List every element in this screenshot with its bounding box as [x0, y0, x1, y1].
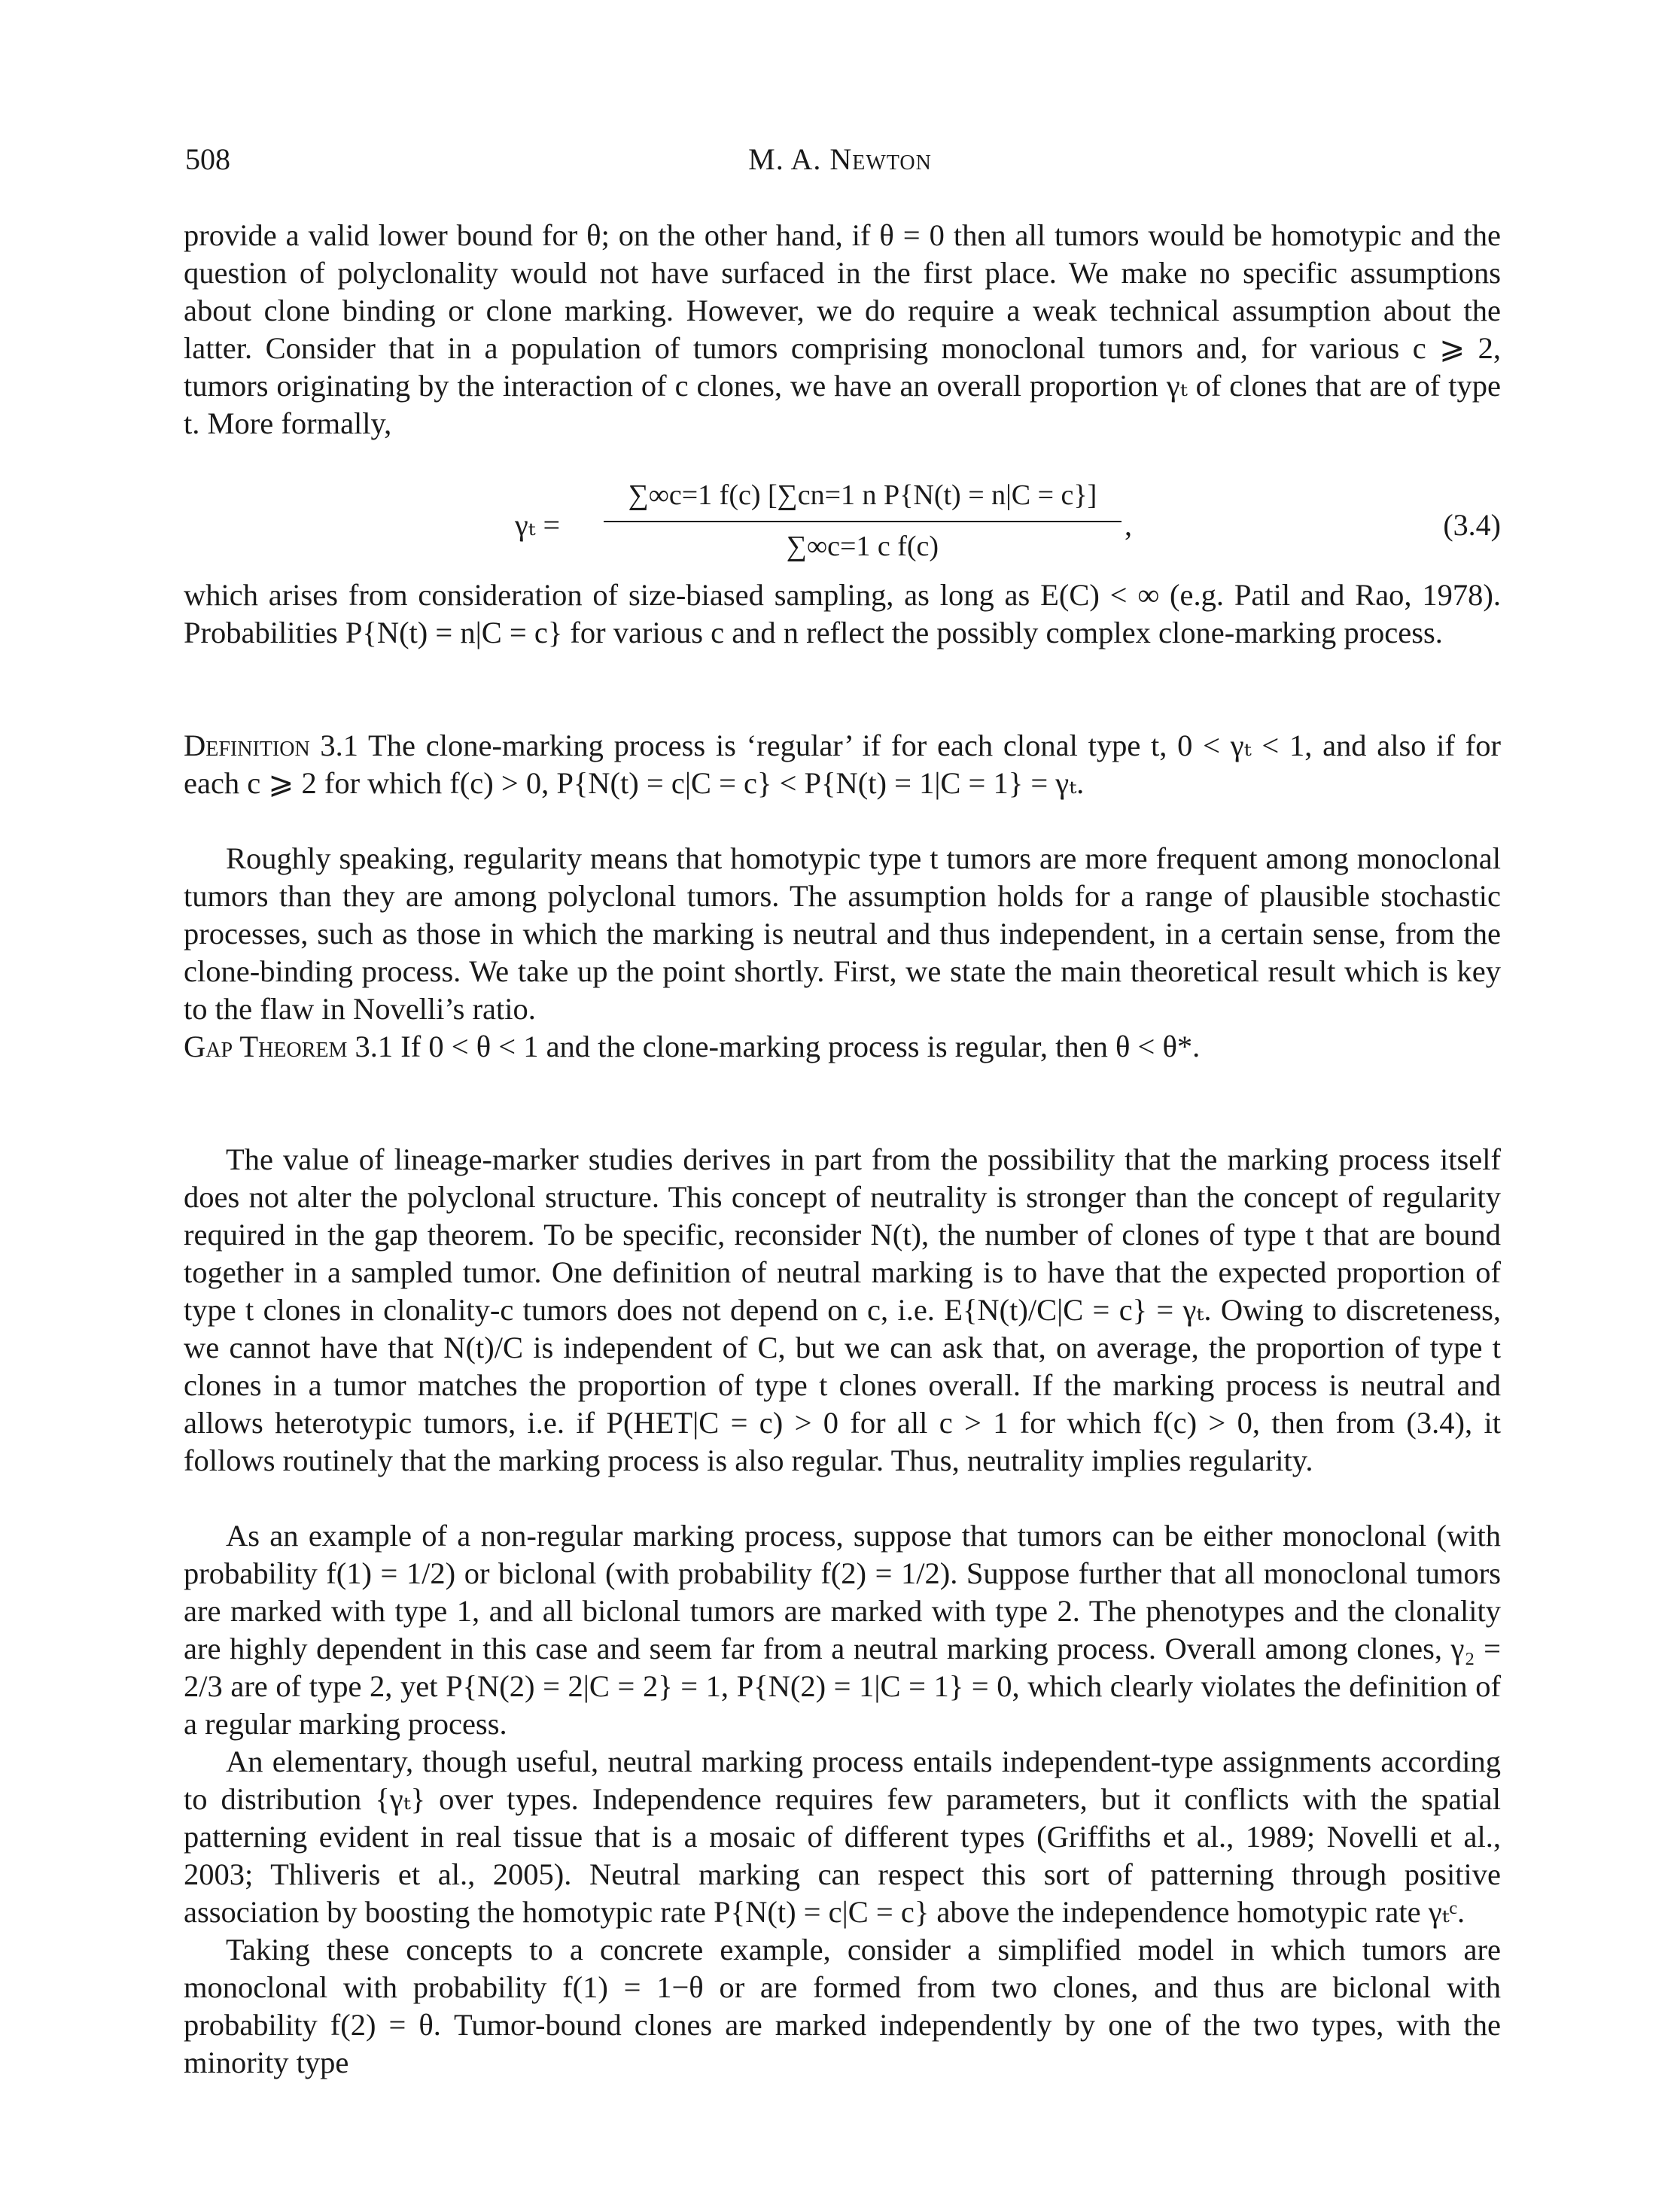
- paragraph-1: provide a valid lower bound for θ; on the other hand, if θ = 0 then all tumors would be homotypic and the question of polyclonality would not have surfaced in the first place. We make no specific assumptions about clone binding or clone marking. However, we do require a weak technical assumption about the latter. Consider that in a population of tumors comprising monoclonal tumors and, for various c ⩾ 2, tumors originating by the interaction of c clones, we have an overall proportion γₜ of clones that are of type t. More formally,: [184, 218, 1501, 440]
- definition-label: Definition 3.1: [184, 728, 359, 762]
- paragraph-5: As an example of a non-regular marking process, suppose that tumors can be either monoclonal (with probability f(1) = 1/2) or biclonal (with probability f(2) = 1/2). Suppose further that all monoclonal tumors are marked with type 1, and all biclonal tumors are marked with type 2. The phenotypes and the clonality are highly dependent in this case and seem far from a neutral marking process. Overall among clones, γ₂ = 2/3 are of type 2, yet P{N(2) = 2|C = 2} = 1, P{N(2) = 1|C = 1} = 0, which clearly violates the definition of a regular marking process.: [184, 1519, 1501, 1741]
- paragraph-4: The value of lineage-marker studies derives in part from the possibility that the marking process itself does not alter the polyclonal structure. This concept of neutrality is stronger than the concept of regularity required in the gap theorem. To be specific, reconsider N(t), the number of clones of type t that are bound together in a sampled tumor. One definition of neutral marking is to have that the expected proportion of type t clones in clonality-c tumors does not depend on c, i.e. E{N(t)/C|C = c} = γₜ. Owing to discreteness, we cannot have that N(t)/C is independent of C, but we can ask that, on average, the proportion of type t clones in a tumor matches the proportion of type t clones overall. If the marking process is neutral and allows heterotypic tumors, i.e. if P(HET|C = c) > 0 for all c > 1 for which f(c) > 0, then from (3.4), it follows routinely that the marking process is also regular. Thus, neutrality implies regularity.: [184, 1142, 1501, 1477]
- paragraph-6: An elementary, though useful, neutral marking process entails independent-type assignments according to distribution {γₜ} over types. Independence requires few parameters, but it conflicts with the spatial patterning evident in real tissue that is a mosaic of different types (Griffiths et al., 1989; Novelli et al., 2003; Thliveris et al., 2005). Neutral marking can respect this sort of patterning through positive association by boosting the homotypic rate P{N(t) = c|C = c} above the independence homotypic rate γₜᶜ.: [184, 1744, 1501, 1929]
- paragraph-3: Roughly speaking, regularity means that homotypic type t tumors are more frequent among monoclonal tumors than they are among polyclonal tumors. The assumption holds for a range of plausible stochastic processes, such as those in which the marking is neutral and thus independent, in a certain sense, from the clone-binding process. We take up the point shortly. First, we state the main theoretical result which is key to the flaw in Novelli’s ratio.: [184, 841, 1501, 1026]
- equation-3-4: [184, 474, 1501, 579]
- equation-label: (3.4): [1443, 508, 1501, 542]
- definition-text: The clone-marking process is ‘regular’ if for each clonal type t, 0 < γₜ < 1, and also if for each c ⩾ 2 for which f(c) > 0, P{N(t) = c|C = c} < P{N(t) = 1|C = 1} = γₜ.: [184, 728, 1501, 800]
- equation-lhs: γₜ =: [515, 508, 561, 542]
- equation-denominator: ∑∞c=1 c f(c): [786, 531, 939, 562]
- theorem-text: If 0 < θ < 1 and the clone-marking process is regular, then θ < θ*.: [400, 1030, 1201, 1063]
- paragraph-2: which arises from consideration of size-biased sampling, as long as E(C) < ∞ (e.g. Patil and Rao, 1978). Probabilities P{N(t) = n|C = c} for various c and n reflect the possibly complex clone-marking process.: [184, 578, 1501, 649]
- running-title: M. A. Newton: [748, 142, 932, 176]
- equation-numerator: ∑∞c=1 f(c) [∑cn=1 n P{N(t) = n|C = c}]: [628, 479, 1097, 511]
- gap-theorem-3-1: [184, 1028, 1501, 1066]
- page-number: 508: [185, 142, 230, 176]
- definition-3-1: [184, 727, 1501, 802]
- theorem-label: Gap Theorem 3.1: [184, 1030, 394, 1063]
- equation-comma: ,: [1125, 508, 1132, 542]
- paragraph-7: Taking these concepts to a concrete example, consider a simplified model in which tumors are monoclonal with probability f(1) = 1−θ or are formed from two clones, and thus are biclonal with probability f(2) = θ. Tumor-bound clones are marked independently by one of the two types, with the minority type: [184, 1933, 1501, 2079]
